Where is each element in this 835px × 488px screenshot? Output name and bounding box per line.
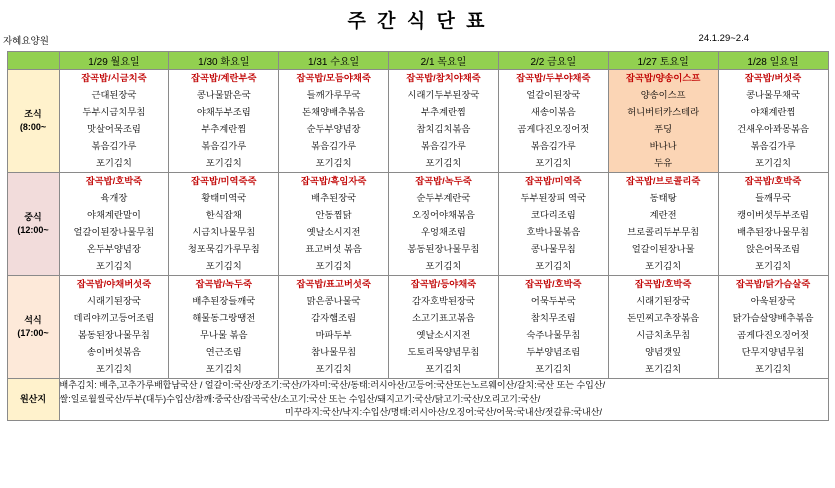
meal-label-dinner-line1: 석식 bbox=[24, 314, 42, 325]
meal-label-dinner bbox=[7, 276, 59, 379]
dish-item: 닭가슴살양배추볶음 bbox=[732, 313, 814, 323]
dish-item: 들깨무국 bbox=[755, 193, 791, 203]
dish-item: 두부양념조림 bbox=[526, 347, 581, 357]
dish-item: 포기김치 bbox=[205, 158, 242, 168]
dish-item: 두부시금치무침 bbox=[82, 107, 146, 117]
cell-dinner-fri bbox=[498, 276, 608, 379]
table-row-origin bbox=[7, 379, 828, 421]
meal-label-breakfast-line1: 조식 bbox=[24, 108, 42, 119]
dish-item: 부추계란찜 bbox=[421, 107, 466, 117]
dish-item: 숙주나물무침 bbox=[526, 330, 581, 340]
dish-item: 포기김치 bbox=[535, 261, 572, 271]
header-corner-cell bbox=[7, 52, 59, 70]
date-range: 24.1.29~2.4 bbox=[698, 33, 749, 44]
dish-item: 포기김치 bbox=[535, 364, 572, 374]
cell-dinner-mon bbox=[59, 276, 169, 379]
dish-item: 송이버섯볶음 bbox=[86, 347, 141, 357]
dish-item: 곰게다진오징어젓 bbox=[737, 330, 809, 340]
cell-dinner-tue bbox=[169, 276, 279, 379]
dish-item: 잡곡밥/계란부죽 bbox=[191, 73, 257, 83]
origin-label: 원산지 bbox=[7, 379, 59, 421]
dish-item: 감자호박된장국 bbox=[412, 296, 475, 306]
dish-item: 포기김치 bbox=[315, 261, 352, 271]
meal-label-breakfast-line2: (8:00~ bbox=[19, 122, 47, 132]
dish-item: 시래기두부된장국 bbox=[407, 90, 480, 100]
meal-label-lunch-line1: 중식 bbox=[24, 211, 42, 222]
column-header-sat: 1/27 토요일 bbox=[608, 52, 718, 70]
dish-item: 포기김치 bbox=[315, 158, 352, 168]
column-header-wed: 1/31 수요일 bbox=[279, 52, 389, 70]
header-subline bbox=[0, 33, 835, 49]
table-row-lunch bbox=[7, 173, 828, 276]
dish-item: 잡곡밥/호박죽 bbox=[85, 176, 143, 186]
column-header-mon: 1/29 월요일 bbox=[59, 52, 169, 70]
dish-item: 잡곡밥/호박죽 bbox=[634, 279, 692, 289]
dish-item: 육개장 bbox=[100, 193, 128, 203]
dish-item: 포기김치 bbox=[425, 364, 462, 374]
dish-item: 잡곡밥/모듬야채죽 bbox=[296, 73, 371, 83]
menu-page bbox=[0, 6, 835, 488]
dish-item: 푸딩 bbox=[654, 124, 673, 134]
dish-item: 무나물 볶음 bbox=[200, 330, 248, 340]
dish-item: 감자햄조림 bbox=[311, 313, 357, 323]
dish-item: 우엉채조림 bbox=[421, 227, 466, 237]
dish-item: 잡곡밥/양송이스프 bbox=[625, 73, 701, 83]
dish-item: 얼갈이된장국 bbox=[526, 90, 581, 100]
dish-item: 참나물무침 bbox=[311, 347, 357, 357]
dish-item: 잡곡밥/등야채죽 bbox=[410, 279, 477, 289]
dish-item: 순두부양념장 bbox=[306, 124, 361, 134]
column-header-tue: 1/30 화요일 bbox=[169, 52, 279, 70]
dish-item: 황태미역국 bbox=[201, 193, 247, 203]
dish-item: 봄동된장나물무침 bbox=[77, 330, 150, 340]
dish-item: 볶음김가루 bbox=[201, 141, 247, 151]
column-header-thu: 2/1 목요일 bbox=[389, 52, 499, 70]
column-header-fri: 2/2 금요일 bbox=[498, 52, 608, 70]
dish-item: 시금치나물무침 bbox=[192, 227, 256, 237]
dish-item: 잡곡밥/녹두죽 bbox=[415, 176, 472, 186]
origin-line: 미꾸라지:국산/낙지:수입산/명태:러시아산/오징어:국산/어묵:국내산/젓갈류:국내산/ bbox=[285, 407, 602, 417]
cell-breakfast-mon bbox=[59, 70, 169, 173]
organization-name: 자혜요양원 bbox=[3, 36, 49, 47]
meal-label-lunch-line2: (12:00~ bbox=[17, 225, 49, 235]
weekly-menu-table bbox=[7, 51, 829, 421]
table-row-dinner bbox=[7, 276, 828, 379]
origin-line: 쌀:일로월씰국산/두부(대두)수입산/참깨:중국산/잡곡국산/소고기:국산 또는 수입산/돼지고기:국산/닭고기:국산/오리고기:국산/ bbox=[59, 393, 541, 404]
dish-item: 순두부계란국 bbox=[416, 193, 471, 203]
dish-item: 배추된장국 bbox=[311, 193, 357, 203]
dish-item: 잡곡밥/녹두죽 bbox=[195, 279, 252, 289]
dish-item: 야채계란찜 bbox=[750, 107, 796, 117]
dish-item: 오징어야채볶음 bbox=[412, 210, 475, 220]
dish-item: 포기김치 bbox=[425, 158, 462, 168]
table-header-row bbox=[7, 52, 828, 70]
dish-item: 잡곡밥/두부야채죽 bbox=[516, 73, 591, 83]
dish-item: 코다리조림 bbox=[530, 210, 576, 220]
dish-item: 데리야끼고등어조림 bbox=[73, 313, 155, 323]
dish-item: 맑은콩나물국 bbox=[306, 296, 361, 306]
cell-breakfast-sat bbox=[608, 70, 718, 173]
dish-item: 근대된장국 bbox=[91, 90, 137, 100]
dish-item: 잡곡밥/표고버섯죽 bbox=[296, 279, 371, 289]
dish-item: 잡곡밥/시금치죽 bbox=[81, 73, 147, 83]
dish-item: 잡곡밥/흑임자죽 bbox=[300, 176, 367, 186]
dish-item: 새송이볶음 bbox=[530, 107, 576, 117]
dish-item: 아욱된장국 bbox=[750, 296, 796, 306]
dish-item: 연근조림 bbox=[205, 347, 242, 357]
dish-item: 콩나물맑은국 bbox=[196, 90, 251, 100]
dish-item: 호박나물볶음 bbox=[526, 227, 581, 237]
cell-breakfast-wed bbox=[279, 70, 389, 173]
cell-lunch-mon bbox=[59, 173, 169, 276]
cell-lunch-fri bbox=[498, 173, 608, 276]
dish-item: 포기김치 bbox=[425, 261, 462, 271]
dish-item: 포기김치 bbox=[645, 261, 682, 271]
cell-breakfast-thu bbox=[389, 70, 499, 173]
dish-item: 온두부양념장 bbox=[86, 244, 141, 254]
dish-item: 두부된장피 역국 bbox=[520, 193, 587, 203]
dish-item: 잡곡밥/브로콜리죽 bbox=[625, 176, 701, 186]
dish-item: 포기김치 bbox=[535, 158, 572, 168]
dish-item: 봉동된장나물무침 bbox=[407, 244, 480, 254]
cell-dinner-thu bbox=[389, 276, 499, 379]
dish-item: 포기김치 bbox=[315, 364, 352, 374]
dish-item: 잡곡밥/호박죽 bbox=[525, 279, 582, 289]
dish-item: 옛날소시지전 bbox=[416, 330, 471, 340]
dish-item: 배추된장나물무침 bbox=[737, 227, 809, 237]
dish-item: 양송이스프 bbox=[640, 90, 686, 100]
dish-item: 돈채양배추볶음 bbox=[302, 107, 366, 117]
dish-item: 단무지양념무침 bbox=[741, 347, 805, 357]
dish-item: 허니버터카스테라 bbox=[627, 107, 700, 117]
dish-item: 어묵두부국 bbox=[530, 296, 576, 306]
dish-item: 한식잡채 bbox=[205, 210, 242, 220]
dish-item: 두유 bbox=[654, 158, 673, 168]
dish-item: 포기김치 bbox=[755, 364, 791, 374]
dish-item: 잡곡밥/닭가슴살죽 bbox=[735, 279, 811, 289]
meal-label-breakfast bbox=[7, 70, 59, 173]
dish-item: 캥이버섯두부조림 bbox=[737, 210, 809, 220]
dish-item: 앉은어묵조림 bbox=[746, 244, 800, 254]
dish-item: 포기김치 bbox=[95, 261, 132, 271]
dish-item: 야채두부조림 bbox=[196, 107, 251, 117]
cell-breakfast-sun bbox=[718, 70, 828, 173]
dish-item: 볶음김가루 bbox=[311, 141, 357, 151]
dish-item: 돈민찌고추장볶음 bbox=[627, 313, 700, 323]
dish-item: 포기김치 bbox=[205, 364, 242, 374]
cell-lunch-sun bbox=[718, 173, 828, 276]
dish-item: 볶음김가루 bbox=[750, 141, 796, 151]
dish-item: 포기김치 bbox=[205, 261, 242, 271]
dish-item: 잡곡밥/버섯죽 bbox=[744, 73, 802, 83]
dish-item: 참치김치볶음 bbox=[416, 124, 471, 134]
dish-item: 소고기표고볶음 bbox=[412, 313, 475, 323]
page-title: 주 간 식 단 표 bbox=[347, 11, 488, 32]
cell-dinner-sat bbox=[608, 276, 718, 379]
dish-item: 브로콜리두부무침 bbox=[627, 227, 700, 237]
dish-item: 안동찜닭 bbox=[315, 210, 352, 220]
dish-item: 잡곡밥/미역죽 bbox=[525, 176, 582, 186]
dish-item: 표고버섯 볶음 bbox=[305, 244, 362, 254]
dish-item: 들깨가루무국 bbox=[306, 90, 361, 100]
dish-item: 참치무조림 bbox=[530, 313, 576, 323]
dish-item: 볶음김가루 bbox=[530, 141, 576, 151]
cell-breakfast-fri bbox=[498, 70, 608, 173]
dish-item: 양념갯잎 bbox=[645, 347, 682, 357]
cell-lunch-sat bbox=[608, 173, 718, 276]
dish-item: 얼갈이된장나물무침 bbox=[73, 227, 155, 237]
dish-item: 포기김치 bbox=[645, 364, 682, 374]
dish-item: 콩나물무채국 bbox=[746, 90, 800, 100]
dish-item: 바나나 bbox=[649, 141, 677, 151]
dish-item: 마파두부 bbox=[315, 330, 352, 340]
dish-item: 포기김치 bbox=[755, 158, 791, 168]
dish-item: 배추된장들깨국 bbox=[192, 296, 256, 306]
dish-item: 해물동그랑땡전 bbox=[192, 313, 256, 323]
dish-item: 포기김치 bbox=[95, 364, 132, 374]
dish-item: 계란전 bbox=[649, 210, 677, 220]
cell-dinner-wed bbox=[279, 276, 389, 379]
dish-item: 잡곡밥/야채버섯죽 bbox=[76, 279, 152, 289]
dish-item: 시래기된장국 bbox=[86, 296, 141, 306]
meal-label-lunch bbox=[7, 173, 59, 276]
table-row-breakfast bbox=[7, 70, 828, 173]
cell-lunch-thu bbox=[389, 173, 499, 276]
dish-item: 도토리묵양념무침 bbox=[407, 347, 480, 357]
dish-item: 잡곡밥/호박죽 bbox=[744, 176, 802, 186]
dish-item: 잡곡밥/미역죽죽 bbox=[191, 176, 257, 186]
dish-item: 볶음김가루 bbox=[91, 141, 137, 151]
cell-lunch-tue bbox=[169, 173, 279, 276]
origin-content bbox=[59, 379, 828, 421]
cell-lunch-wed bbox=[279, 173, 389, 276]
dish-item: 곰게다진오징어젓 bbox=[517, 124, 590, 134]
dish-item: 청포묵김가루무침 bbox=[187, 244, 260, 254]
dish-item: 야채계란말이 bbox=[86, 210, 141, 220]
dish-item: 맛살어묵조림 bbox=[86, 124, 141, 134]
dish-item: 옛날소시지전 bbox=[306, 227, 361, 237]
meal-label-dinner-line2: (17:00~ bbox=[17, 328, 49, 338]
origin-line: 배추김치: 배추,고추가루배합남국산 / 얼갈이:국산/장조기:국산/가자미:국산/동태:러시아산/고등어:국산또는노르웨이산/갈치:국산 또는 수입산/ bbox=[59, 380, 606, 390]
cell-breakfast-tue bbox=[169, 70, 279, 173]
dish-item: 볶음김가루 bbox=[421, 141, 466, 151]
dish-item: 시금치초무침 bbox=[636, 330, 691, 340]
dish-item: 얼갈이된장나물 bbox=[631, 244, 695, 254]
dish-item: 부추계란찜 bbox=[201, 124, 247, 134]
dish-item: 건새우아꽈몽볶음 bbox=[737, 124, 809, 134]
dish-item: 잡곡밥/참치야채죽 bbox=[406, 73, 481, 83]
cell-dinner-sun bbox=[718, 276, 828, 379]
column-header-sun: 1/28 일요일 bbox=[718, 52, 828, 70]
dish-item: 콩나물무침 bbox=[530, 244, 576, 254]
dish-item: 포기김치 bbox=[755, 261, 791, 271]
dish-item: 시래기된장국 bbox=[636, 296, 691, 306]
dish-item: 포기김치 bbox=[95, 158, 132, 168]
dish-item: 동태탕 bbox=[649, 193, 677, 203]
